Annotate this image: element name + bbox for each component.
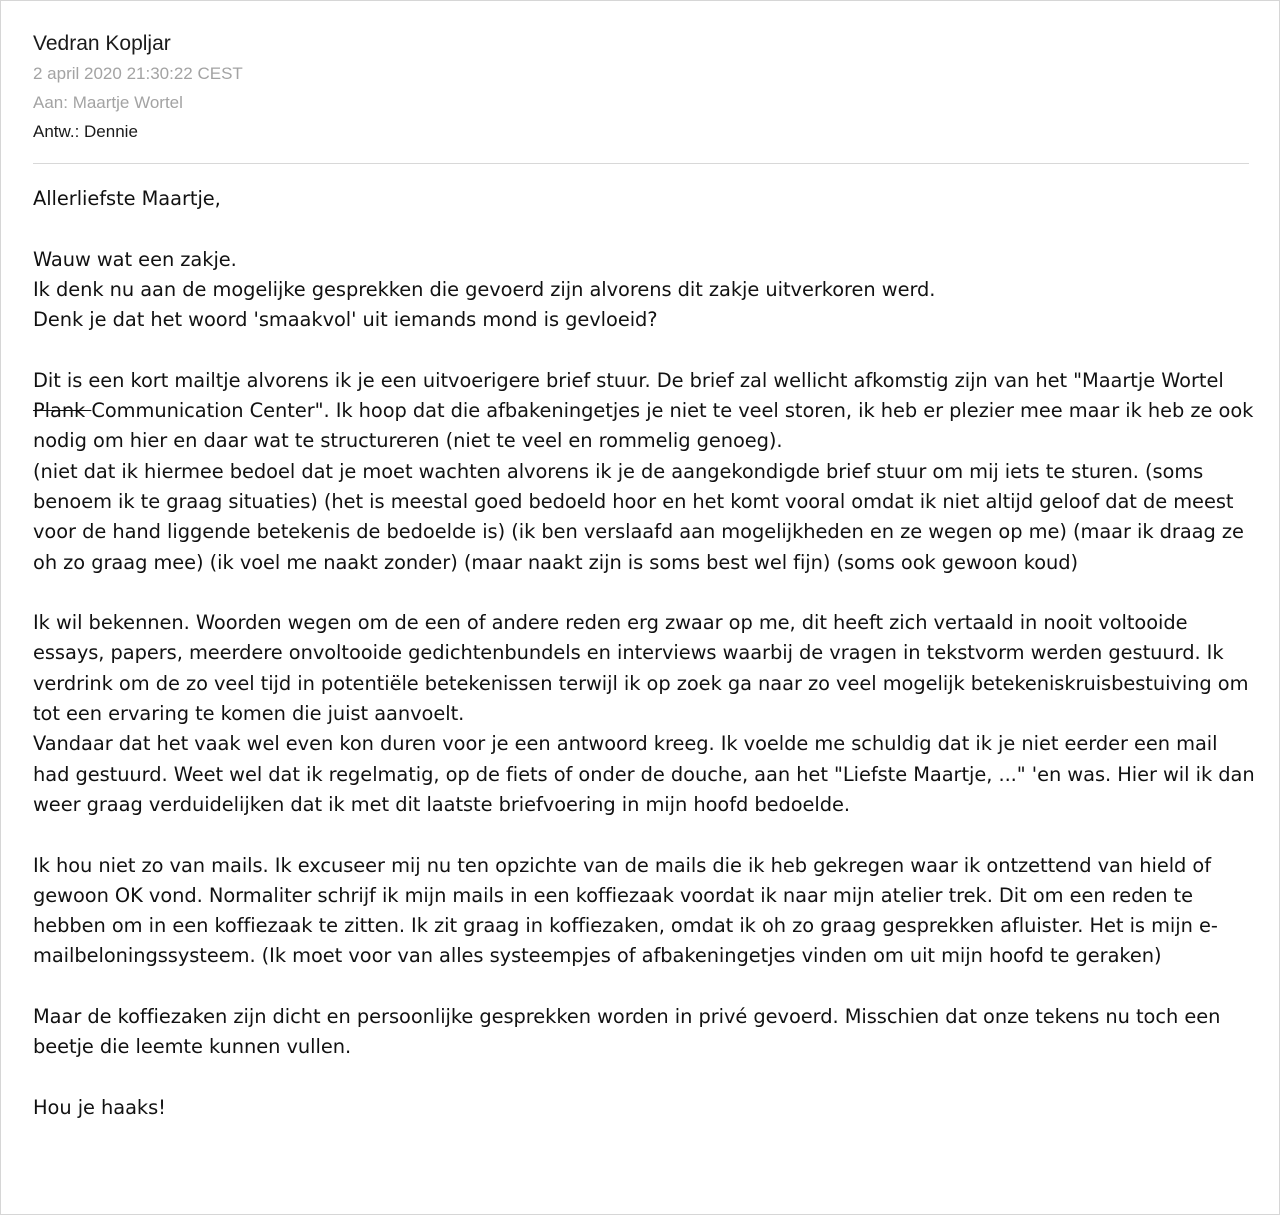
body-paragraph: Vandaar dat het vaak wel even kon duren voor je een antwoord kreeg. Ik voelde me schuldig dat ik je niet eerder een mail had gestuurd. Weet wel dat ik regelmatig, op de fiets of onder de douche, aan het "Liefste Maartje, ..." 'en was. Hier wil ik dan weer graag verduidelijken dat ik met dit laatste briefvoering in mijn hoofd bedoelde. [33, 732, 1255, 816]
body-paragraph: (niet dat ik hiermee bedoel dat je moet wachten alvorens ik je de aangekondigde brief stuur om mij iets te sturen. (soms benoem ik te graag situaties) (het is meestal goed bedoeld hoor en het komt vooral omdat ik niet altijd geloof dat de meest voor de hand liggende betekenis de bedoelde is) (ik ben verslaafd aan mogelijkheden en ze wegen op me) (maar ik draag ze oh zo graag mee) (ik voel me naakt zonder) (maar naakt zijn is soms best wel fijn) (soms ook gewoon koud) [33, 459, 1244, 574]
body-paragraph: Ik hou niet zo van mails. Ik excuseer mij nu ten opzichte van de mails die ik heb gekregen waar ik ontzettend van hield of gewoon OK vond. Normaliter schrijf ik mijn mails in een koffiezaak voordat ik naar mijn atelier trek. Dit om een reden te hebben om in een koffiezaak te zitten. Ik zit graag in koffiezaken, omdat ik oh zo graag gesprekken afluister. Het is mijn e-mailbeloningssysteem. (Ik moet voor van alles systeempjes of afbakeningetjes vinden om uit mijn hoofd te geraken) [33, 853, 1218, 968]
header-divider [33, 163, 1249, 164]
paragraph-gap [33, 214, 1259, 244]
email-header [33, 29, 243, 146]
body-line: Ik denk nu aan de mogelijke gesprekken die gevoerd zijn alvorens dit zakje uitverkoren werd. [33, 277, 936, 301]
paragraph-gap [33, 820, 1259, 850]
body-line: Wauw wat een zakje. [33, 247, 237, 271]
body-paragraph [33, 366, 1259, 457]
reply-to[interactable]: Antw.: Dennie [33, 122, 138, 141]
greeting: Allerliefste Maartje, [33, 187, 221, 210]
email-body [33, 184, 1259, 1123]
paragraph-text: Dit is een kort mailtje alvorens ik je een uitvoerigere brief stuur. De brief zal wellicht afkomstig zijn van het "Maartje Wortel [33, 368, 1224, 392]
email-date: 2 april 2020 21:30:22 CEST [33, 64, 243, 83]
paragraph-gap [33, 972, 1259, 1002]
body-line: Denk je dat het woord 'smaakvol' uit iemands mond is gevloeid? [33, 308, 658, 332]
paragraph-gap [33, 578, 1259, 608]
paragraph-gap [33, 1063, 1259, 1093]
paragraph-gap [33, 335, 1259, 365]
recipient[interactable]: Aan: Maartje Wortel [33, 93, 183, 112]
sender-name[interactable]: Vedran Kopljar [33, 32, 171, 55]
body-paragraph: Maar de koffiezaken zijn dicht en persoonlijke gesprekken worden in privé gevoerd. Misschien dat onze tekens nu toch een beetje die leemte kunnen vullen. [33, 1005, 1221, 1059]
body-paragraph: Ik wil bekennen. Woorden wegen om de een of andere reden erg zwaar op me, dit heeft zich vertaald in nooit voltooide essays, papers, meerdere onvoltooide gedichtenbundels en interviews waarbij de vragen in tekstvorm werden gestuurd. Ik verdrink om de zo veel tijd in potentiële betekenissen terwijl ik op zoek ga naar zo veel mogelijk betekeniskruisbestuiving om tot een ervaring te komen die juist aanvoelt. [33, 611, 1249, 726]
struck-text: Plank [33, 399, 92, 423]
paragraph-text: Communication Center". Ik hoop dat die afbakeningetjes je niet te veel storen, ik heb er plezier mee maar ik heb ze ook nodig om hier en daar wat te structureren (niet te veel en rommelig genoeg). [33, 399, 1254, 453]
closing: Hou je haaks! [33, 1095, 166, 1119]
